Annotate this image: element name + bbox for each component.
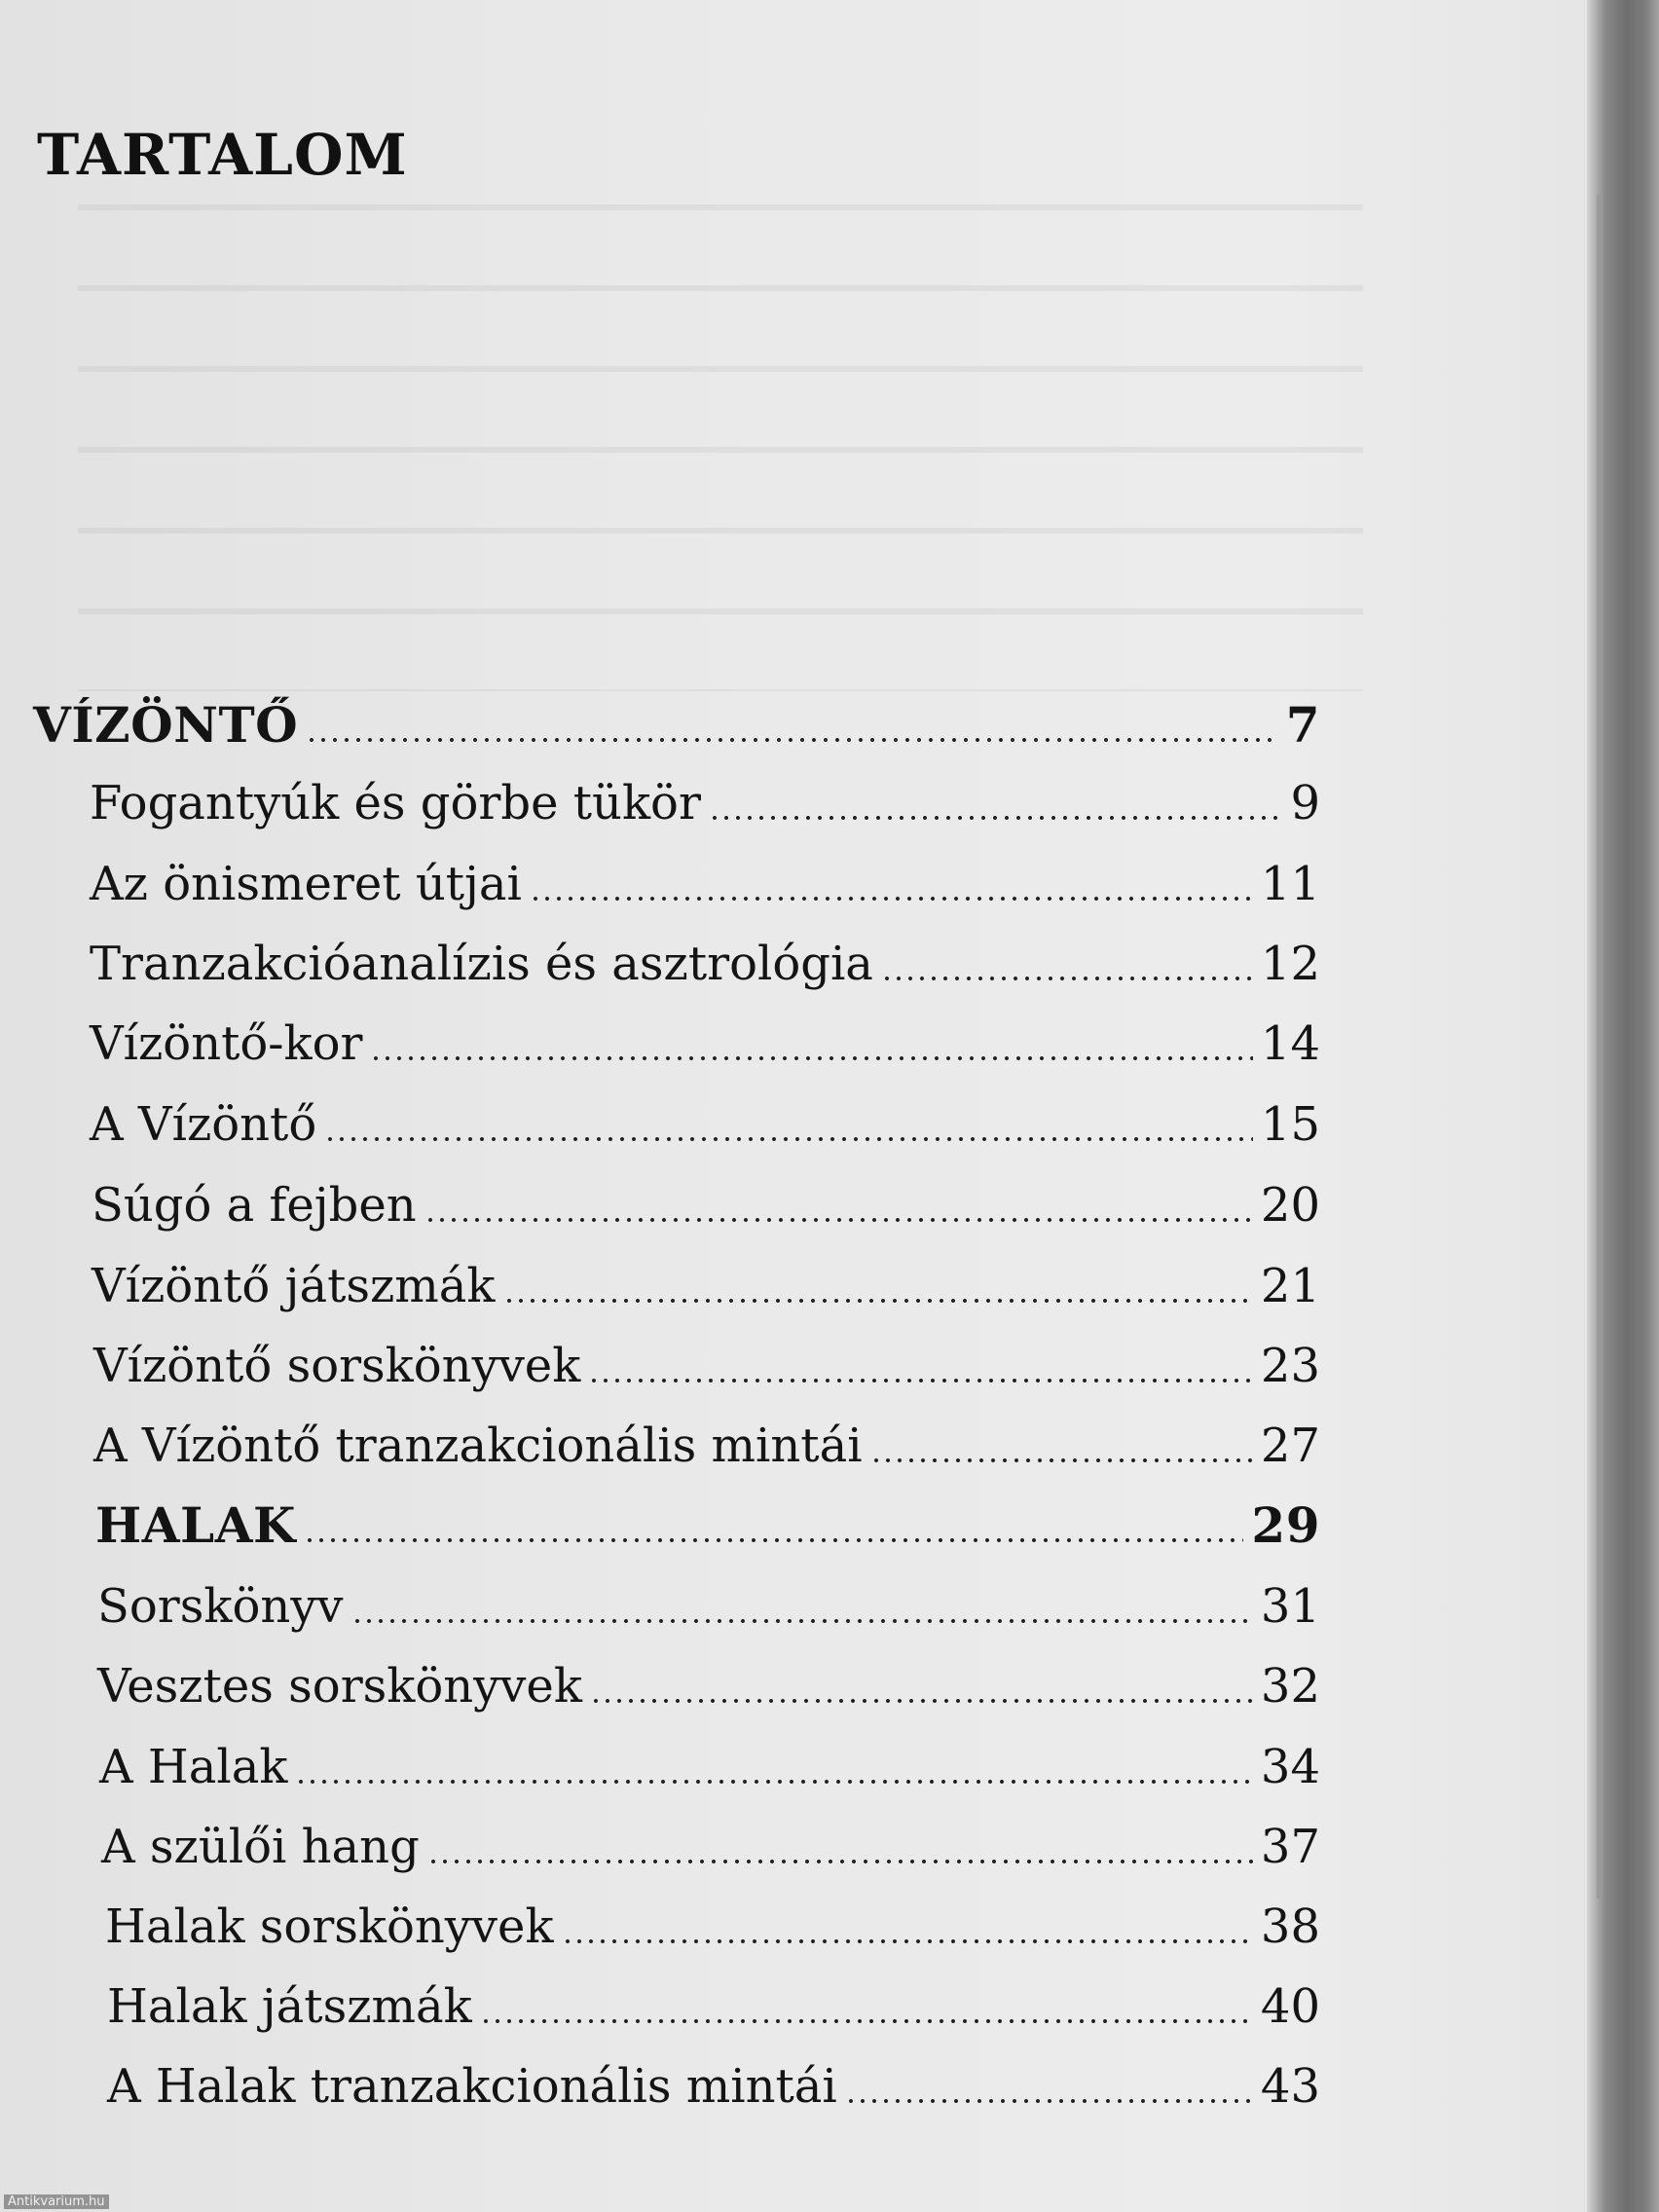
dot-leader — [351, 1619, 1253, 1623]
toc-entry — [90, 850, 1320, 918]
toc-label: Az önismeret útjai — [90, 857, 522, 911]
toc-section — [33, 691, 1320, 759]
dot-leader — [588, 1379, 1253, 1382]
dot-leader — [370, 1056, 1252, 1060]
toc-label: VÍZÖNTŐ — [33, 696, 299, 754]
toc-page-number: 37 — [1260, 1820, 1320, 1874]
toc-page-number: 12 — [1260, 937, 1320, 991]
dot-leader — [424, 1218, 1253, 1222]
toc-entry — [99, 1733, 1320, 1801]
toc-entry — [90, 769, 1320, 837]
toc-label: A Halak tranzakcionális mintái — [107, 2059, 837, 2114]
toc-page-number: 14 — [1260, 1016, 1320, 1071]
toc-label: Halak játszmák — [107, 1979, 472, 2034]
toc-page-number: 20 — [1260, 1178, 1320, 1233]
dot-leader — [590, 1699, 1253, 1703]
toc-label: Tranzakcióanalízis és asztrológia — [90, 937, 873, 991]
toc-label: Súgó a fejben — [92, 1178, 417, 1233]
toc-label: HALAK — [95, 1496, 296, 1554]
toc-label: A Vízöntő tranzakcionális mintái — [93, 1419, 863, 1473]
toc-page-number: 9 — [1290, 776, 1320, 830]
dot-leader — [304, 1538, 1243, 1542]
toc-entry — [92, 1171, 1320, 1239]
toc-page-number: 27 — [1260, 1419, 1320, 1473]
toc-entry — [90, 1010, 1320, 1078]
toc-entry — [97, 1572, 1320, 1641]
dot-leader — [881, 977, 1253, 980]
toc-label: A Halak — [99, 1740, 288, 1794]
toc-label: Vízöntő játszmák — [92, 1259, 496, 1313]
toc-page-number: 34 — [1260, 1740, 1320, 1794]
watermark: Antikvarium.hu — [4, 2194, 109, 2209]
dot-leader — [709, 816, 1283, 820]
dot-leader — [845, 2099, 1253, 2103]
toc-label: A Vízöntő — [90, 1097, 317, 1152]
toc-label: Fogantyúk és görbe tükör — [90, 776, 701, 830]
toc-label: Halak sorskönyvek — [105, 1899, 554, 1954]
dot-leader — [562, 1939, 1253, 1943]
toc-page-number: 21 — [1260, 1259, 1320, 1313]
toc-entry — [92, 1252, 1320, 1320]
toc-page-number: 7 — [1285, 696, 1320, 754]
toc-entry — [90, 930, 1320, 998]
toc-page-number: 29 — [1251, 1496, 1320, 1554]
page-edge — [1597, 195, 1603, 1899]
dot-leader — [870, 1458, 1253, 1462]
dot-leader — [530, 897, 1253, 901]
toc-entry — [107, 1972, 1320, 2041]
toc-label: Vízöntő sorskönyvek — [93, 1339, 581, 1393]
dot-leader — [427, 1860, 1253, 1863]
toc-page-number: 31 — [1260, 1579, 1320, 1634]
dot-leader — [480, 2019, 1253, 2023]
dot-leader — [306, 738, 1278, 742]
page-title: TARTALOM — [37, 122, 408, 188]
toc-entry — [105, 1893, 1320, 1961]
toc-page-number: 43 — [1260, 2059, 1320, 2114]
toc-page-number: 15 — [1260, 1097, 1320, 1152]
toc-page-number: 23 — [1260, 1339, 1320, 1393]
toc-label: Sorskönyv — [97, 1579, 344, 1634]
toc-page-number: 38 — [1260, 1899, 1320, 1954]
toc-entry — [93, 1412, 1320, 1480]
toc-entry — [90, 1090, 1320, 1159]
toc-page-number: 11 — [1260, 857, 1320, 911]
toc-section — [95, 1492, 1320, 1560]
dot-leader — [503, 1299, 1253, 1303]
dot-leader — [295, 1780, 1252, 1784]
show-through-text — [78, 146, 1363, 691]
toc-entry — [97, 1652, 1320, 1720]
toc-entry — [107, 2052, 1320, 2120]
toc-label: Vízöntő-kor — [90, 1016, 363, 1071]
toc-entry — [101, 1813, 1320, 1881]
toc-label: A szülői hang — [101, 1820, 420, 1874]
dot-leader — [324, 1137, 1253, 1141]
toc-label: Vesztes sorskönyvek — [97, 1659, 582, 1714]
toc-entry — [93, 1332, 1320, 1400]
toc-page-number: 40 — [1260, 1979, 1320, 2034]
toc-page-number: 32 — [1260, 1659, 1320, 1714]
